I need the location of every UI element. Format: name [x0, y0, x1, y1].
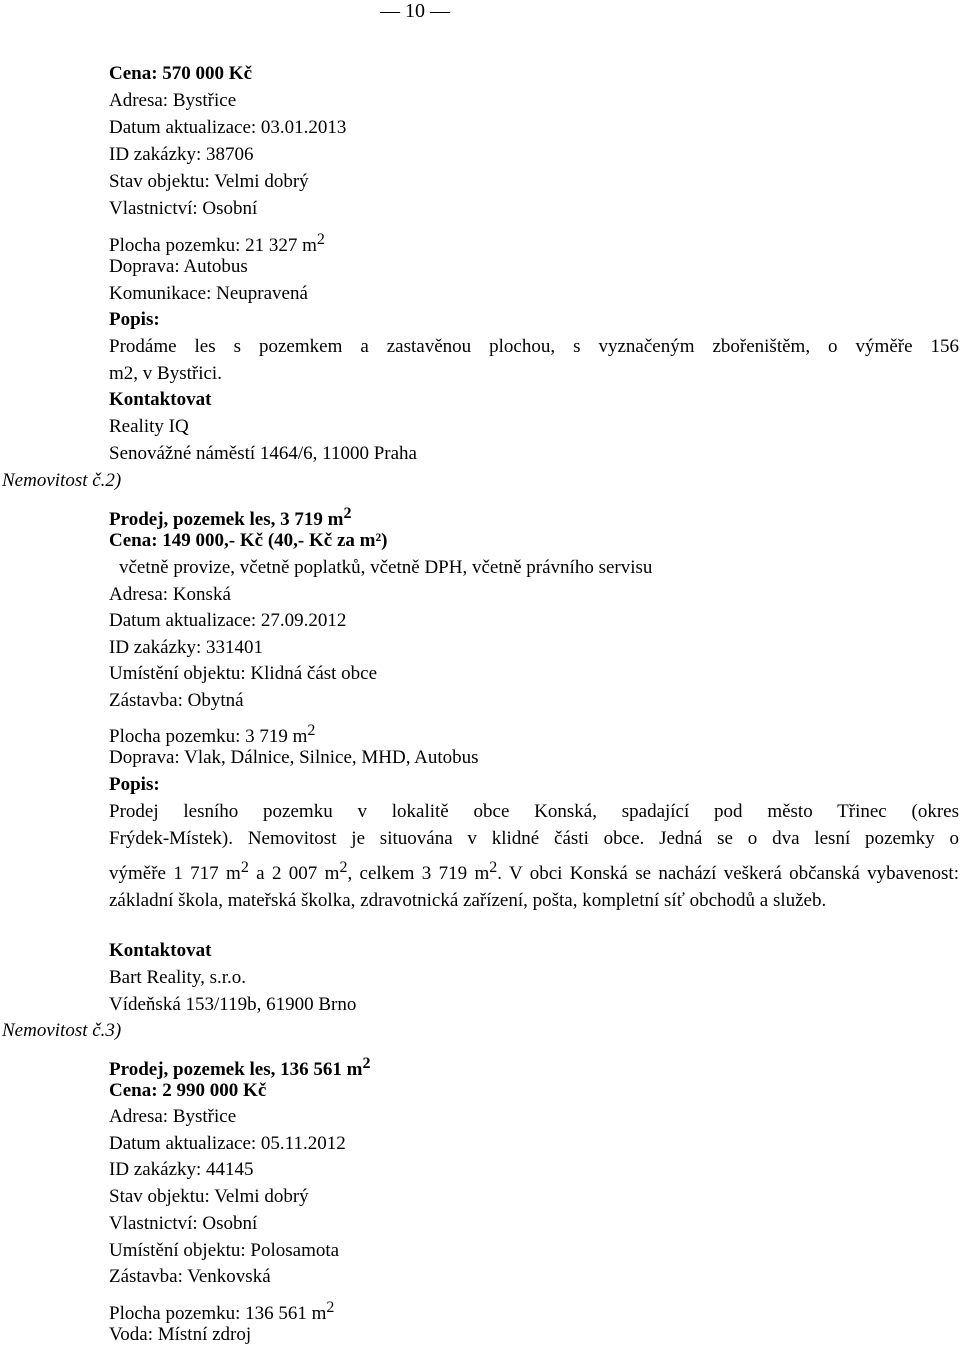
page-number: — 10 — — [380, 0, 450, 22]
listing2-contact-label: Kontaktovat — [109, 940, 212, 961]
listing1-contact-label: Kontaktovat — [109, 389, 212, 410]
listing3-condition: Stav objektu: Velmi dobrý — [109, 1186, 309, 1207]
listing2-description-rest: výměře 1 717 $m^2$ a 2 007 $m^2$, celkem 3 719 $m^2$. V obci Konská se nachází veškerá občanská vybavenost: základní škola, mateřská školka, zdravotnická zařízení, pošta, kompletní síť obchodů a služeb. — [109, 859, 959, 911]
listing2-transport: Doprava: Vlak, Dálnice, Silnice, MHD, Autobus — [109, 747, 479, 768]
listing3-location: Umístění objektu: Polosamota — [109, 1240, 340, 1261]
listing3-area: Plocha pozemku: 136 561 $m^2$ — [109, 1299, 335, 1324]
listing3-ownership: Vlastnictví: Osobní — [109, 1213, 258, 1234]
listing3-building-type: Zástavba: Venkovská — [109, 1266, 271, 1287]
listing1-price: Cena: 570 000 Kč — [109, 63, 253, 84]
listing2-price-note: včetně provize, včetně poplatků, včetně DPH, včetně právního servisu — [119, 557, 653, 578]
listing2-description-line2: Frýdek-Místek). Nemovitost je situována v klidné části obce. Jedná se o dva lesní pozemky o — [109, 828, 959, 849]
listing1-area: Plocha pozemku: 21 327 $m^2$ — [109, 231, 325, 256]
listing2-area: Plocha pozemku: 3 719 $m^2$ — [109, 722, 316, 747]
listing2-address: Adresa: Konská — [109, 584, 231, 605]
listing1-transport: Doprava: Autobus — [109, 256, 248, 277]
listing1-access: Komunikace: Neupravená — [109, 283, 308, 304]
listing1-ownership: Vlastnictví: Osobní — [109, 198, 258, 219]
listing2-price: Cena: 149 000,- Kč (40,- Kč za m²) — [109, 530, 388, 551]
listing3-updated: Datum aktualizace: 05.11.2012 — [109, 1133, 346, 1154]
listing1-contact-address: Senovážné náměstí 1464/6, 11000 Praha — [109, 443, 417, 464]
listing2-title: Prodej, pozemek les, 3 719 $m^2$ — [109, 505, 352, 530]
listing1-updated: Datum aktualizace: 03.01.2013 — [109, 117, 347, 138]
listing3-price: Cena: 2 990 000 Kč — [109, 1080, 267, 1101]
listing3-address: Adresa: Bystřice — [109, 1106, 237, 1127]
listing3-property-number: Nemovitost č.3) — [2, 1020, 122, 1041]
listing2-description-line1: Prodej lesního pozemku v lokalitě obce Konská, spadající pod město Třinec (okres — [109, 801, 959, 822]
listing3-id: ID zakázky: 44145 — [109, 1159, 254, 1180]
listing2-updated: Datum aktualizace: 27.09.2012 — [109, 610, 347, 631]
listing3-title: Prodej, pozemek les, 136 561 $m^2$ — [109, 1055, 371, 1080]
listing2-id: ID zakázky: 331401 — [109, 637, 264, 658]
listing2-location: Umístění objektu: Klidná část obce — [109, 663, 378, 684]
listing3-water: Voda: Místní zdroj — [109, 1324, 252, 1345]
listing2-contact-company: Bart Reality, s.r.o. — [109, 967, 247, 988]
listing2-building-type: Zástavba: Obytná — [109, 690, 244, 711]
listing1-description-line1: Prodáme les s pozemkem a zastavěnou plochou, s vyznačeným zbořeništěm, o výměře 156 — [109, 336, 959, 357]
listing1-id: ID zakázky: 38706 — [109, 144, 254, 165]
listing2-property-number: Nemovitost č.2) — [2, 470, 122, 491]
listing2-contact-address: Vídeňská 153/119b, 61900 Brno — [109, 994, 357, 1015]
listing1-address: Adresa: Bystřice — [109, 90, 237, 111]
listing1-contact-company: Reality IQ — [109, 416, 189, 437]
listing1-description-label: Popis: — [109, 309, 160, 330]
listing1-description-line2: m2, v Bystřici. — [109, 363, 222, 384]
listing1-condition: Stav objektu: Velmi dobrý — [109, 171, 309, 192]
listing2-description-label: Popis: — [109, 774, 160, 795]
